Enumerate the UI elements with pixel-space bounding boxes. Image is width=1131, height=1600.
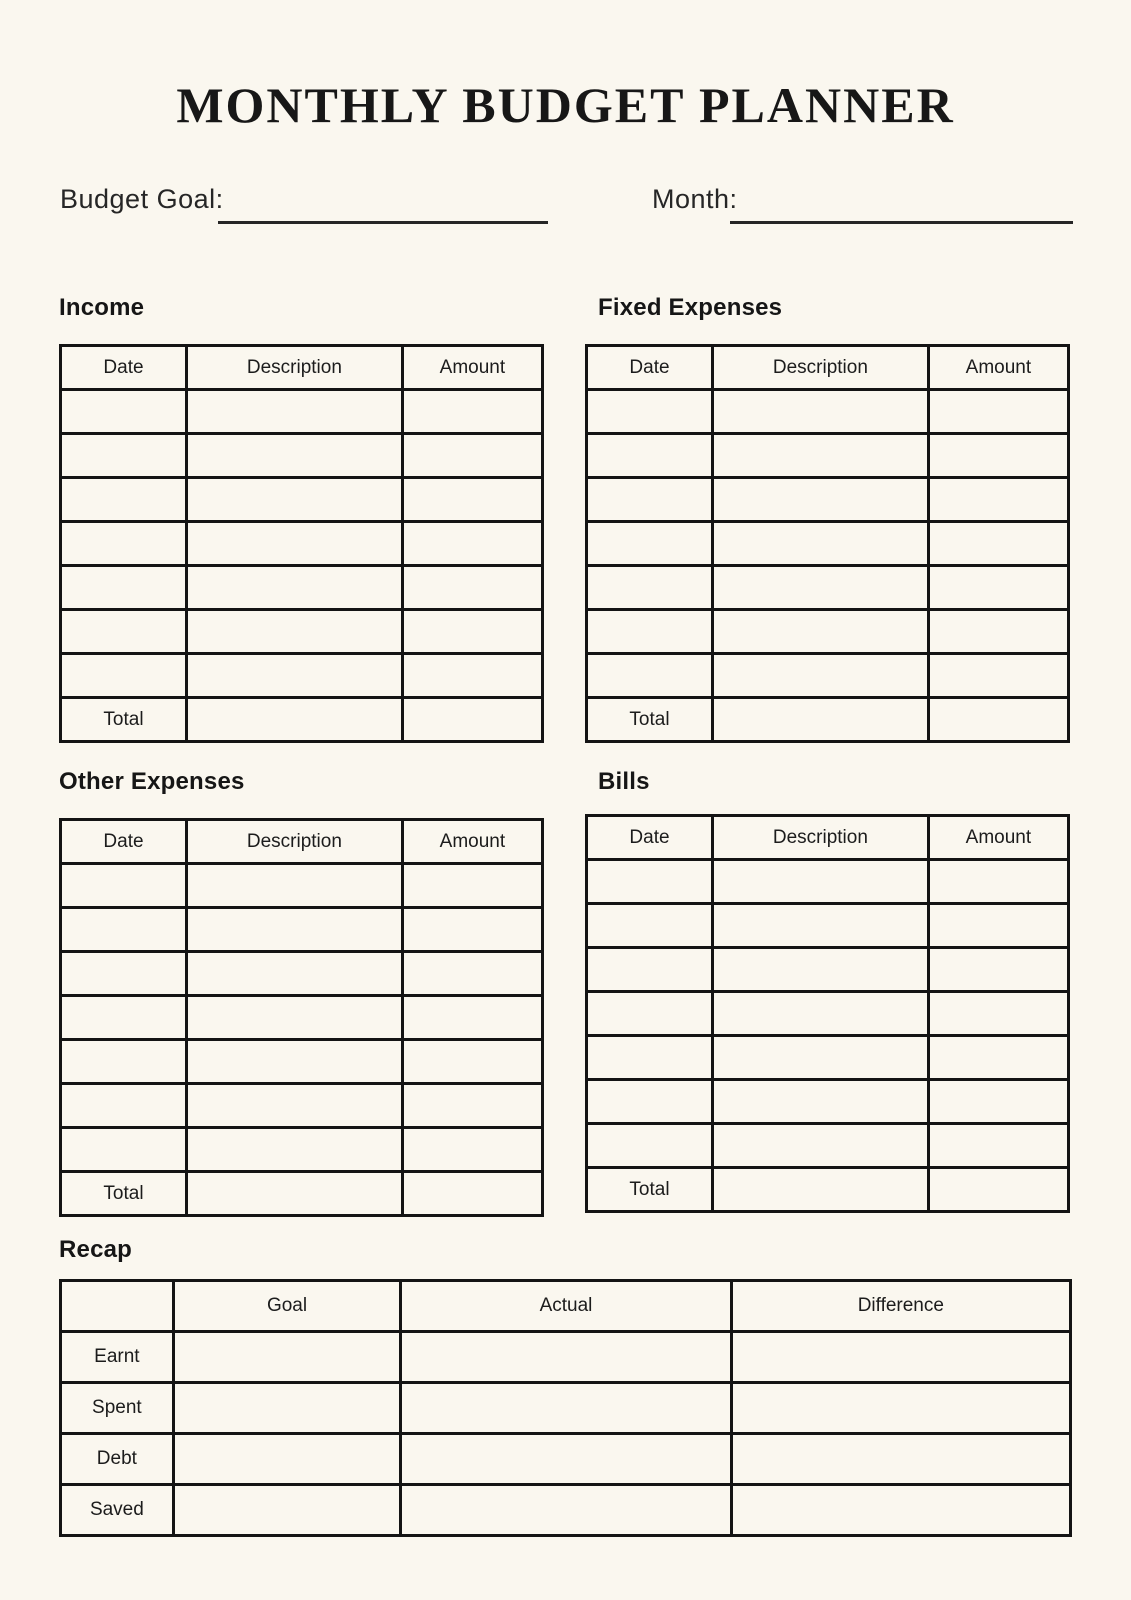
empty-cell[interactable] <box>587 1124 713 1168</box>
header-row <box>61 820 543 864</box>
empty-cell[interactable] <box>401 1485 731 1536</box>
column-header: Date <box>587 816 713 860</box>
empty-cell[interactable] <box>928 390 1068 434</box>
empty-cell[interactable] <box>186 1084 402 1128</box>
empty-cell[interactable] <box>186 522 402 566</box>
table-row <box>587 610 1069 654</box>
header-row <box>587 816 1069 860</box>
empty-cell[interactable] <box>928 434 1068 478</box>
month-label: Month: <box>652 184 738 214</box>
income-section <box>59 294 544 743</box>
empty-cell[interactable] <box>173 1332 401 1383</box>
column-header: Description <box>186 820 402 864</box>
column-header: Amount <box>402 820 542 864</box>
empty-cell[interactable] <box>402 996 542 1040</box>
empty-cell[interactable] <box>61 1084 187 1128</box>
empty-cell[interactable] <box>401 1332 731 1383</box>
empty-cell[interactable] <box>186 566 402 610</box>
table-row <box>587 654 1069 698</box>
empty-cell[interactable] <box>587 610 713 654</box>
table-row <box>61 1040 543 1084</box>
empty-cell[interactable] <box>712 1124 928 1168</box>
empty-cell[interactable] <box>402 952 542 996</box>
table-row <box>61 996 543 1040</box>
empty-cell[interactable] <box>402 434 542 478</box>
recap-row-spent <box>61 1383 1071 1434</box>
empty-cell[interactable] <box>186 654 402 698</box>
column-header: Amount <box>402 346 542 390</box>
table-row <box>61 1128 543 1172</box>
empty-cell[interactable] <box>186 952 402 996</box>
income-heading: Income <box>59 294 145 321</box>
income-table <box>59 344 544 743</box>
empty-cell[interactable] <box>401 1434 731 1485</box>
empty-cell[interactable] <box>402 610 542 654</box>
column-header: Amount <box>928 346 1068 390</box>
table-row <box>587 522 1069 566</box>
empty-cell[interactable] <box>712 390 928 434</box>
empty-cell[interactable] <box>712 1080 928 1124</box>
empty-cell[interactable] <box>928 610 1068 654</box>
header-row <box>61 346 543 390</box>
empty-cell[interactable] <box>61 864 187 908</box>
table-row <box>587 390 1069 434</box>
empty-cell[interactable] <box>173 1434 401 1485</box>
column-header: Date <box>61 820 187 864</box>
empty-cell[interactable] <box>402 566 542 610</box>
empty-cell[interactable] <box>402 1128 542 1172</box>
recap-row-debt <box>61 1434 1071 1485</box>
table-row <box>61 478 543 522</box>
empty-cell[interactable] <box>402 1084 542 1128</box>
table-row <box>61 864 543 908</box>
empty-cell[interactable] <box>186 1128 402 1172</box>
column-header: Difference <box>731 1281 1070 1332</box>
empty-cell[interactable] <box>712 434 928 478</box>
budget-goal-label: Budget Goal: <box>60 184 224 214</box>
empty-cell[interactable] <box>928 1124 1068 1168</box>
table-row <box>587 1080 1069 1124</box>
empty-cell[interactable] <box>712 860 928 904</box>
empty-cell[interactable] <box>402 1040 542 1084</box>
table-row <box>61 390 543 434</box>
total-label: Total <box>587 1168 713 1212</box>
empty-cell[interactable] <box>61 1040 187 1084</box>
row-label: Earnt <box>61 1332 174 1383</box>
table-row <box>587 904 1069 948</box>
column-header: Description <box>712 816 928 860</box>
empty-cell[interactable] <box>587 478 713 522</box>
empty-cell[interactable] <box>928 860 1068 904</box>
other-expenses-section <box>59 768 544 1217</box>
fixed-expenses-section <box>585 294 1070 743</box>
empty-cell[interactable] <box>587 390 713 434</box>
empty-cell[interactable] <box>587 522 713 566</box>
empty-cell[interactable] <box>712 478 928 522</box>
table-row <box>61 1084 543 1128</box>
table-row <box>61 908 543 952</box>
budget-goal-line[interactable] <box>218 221 548 224</box>
table-row <box>61 610 543 654</box>
empty-cell[interactable] <box>186 698 402 742</box>
recap-table <box>59 1279 1072 1537</box>
empty-cell[interactable] <box>402 654 542 698</box>
empty-cell[interactable] <box>61 996 187 1040</box>
empty-cell[interactable] <box>587 904 713 948</box>
empty-cell[interactable] <box>731 1485 1070 1536</box>
empty-cell[interactable] <box>186 610 402 654</box>
other-expenses-heading: Other Expenses <box>59 768 245 795</box>
column-header: Date <box>61 346 187 390</box>
empty-cell[interactable] <box>587 860 713 904</box>
empty-cell[interactable] <box>928 904 1068 948</box>
table-row <box>587 860 1069 904</box>
fixed-expenses-heading: Fixed Expenses <box>598 294 783 321</box>
empty-cell[interactable] <box>928 1036 1068 1080</box>
empty-cell[interactable] <box>61 566 187 610</box>
empty-cell[interactable] <box>186 996 402 1040</box>
empty-cell[interactable] <box>401 1383 731 1434</box>
empty-cell[interactable] <box>61 1128 187 1172</box>
empty-cell[interactable] <box>61 908 187 952</box>
empty-cell[interactable] <box>61 390 187 434</box>
empty-cell[interactable] <box>61 478 187 522</box>
bills-section <box>585 768 1070 1213</box>
column-header: Description <box>712 346 928 390</box>
empty-cell[interactable] <box>186 1040 402 1084</box>
other-expenses-table <box>59 818 544 1217</box>
empty-cell[interactable] <box>587 992 713 1036</box>
recap-row-earnt <box>61 1332 1071 1383</box>
total-label: Total <box>587 698 713 742</box>
total-row <box>587 1168 1069 1212</box>
bills-heading: Bills <box>598 768 650 795</box>
empty-cell[interactable] <box>712 522 928 566</box>
row-label: Debt <box>61 1434 174 1485</box>
empty-cell[interactable] <box>402 522 542 566</box>
total-row <box>61 1172 543 1216</box>
empty-cell[interactable] <box>712 610 928 654</box>
empty-cell[interactable] <box>928 654 1068 698</box>
table-row <box>587 1036 1069 1080</box>
empty-cell[interactable] <box>61 654 187 698</box>
empty-cell[interactable] <box>928 948 1068 992</box>
row-label: Spent <box>61 1383 174 1434</box>
recap-corner-cell <box>61 1281 174 1332</box>
empty-cell[interactable] <box>402 908 542 952</box>
month-line[interactable] <box>730 221 1073 224</box>
empty-cell[interactable] <box>186 1172 402 1216</box>
empty-cell[interactable] <box>402 478 542 522</box>
empty-cell[interactable] <box>587 1036 713 1080</box>
empty-cell[interactable] <box>402 864 542 908</box>
empty-cell[interactable] <box>731 1434 1070 1485</box>
empty-cell[interactable] <box>186 908 402 952</box>
empty-cell[interactable] <box>402 390 542 434</box>
empty-cell[interactable] <box>186 478 402 522</box>
page-title: MONTHLY BUDGET PLANNER <box>176 77 955 133</box>
empty-cell[interactable] <box>587 1080 713 1124</box>
recap-heading: Recap <box>59 1236 133 1263</box>
empty-cell[interactable] <box>731 1332 1070 1383</box>
fixed-expenses-table <box>585 344 1070 743</box>
empty-cell[interactable] <box>61 522 187 566</box>
column-header: Goal <box>173 1281 401 1332</box>
empty-cell[interactable] <box>587 434 713 478</box>
empty-cell[interactable] <box>928 566 1068 610</box>
column-header: Actual <box>401 1281 731 1332</box>
table-row <box>587 948 1069 992</box>
empty-cell[interactable] <box>928 1080 1068 1124</box>
empty-cell[interactable] <box>712 904 928 948</box>
empty-cell[interactable] <box>928 992 1068 1036</box>
recap-header-row <box>61 1281 1071 1332</box>
table-row <box>587 992 1069 1036</box>
column-header: Amount <box>928 816 1068 860</box>
empty-cell[interactable] <box>173 1485 401 1536</box>
total-row <box>587 698 1069 742</box>
bills-table <box>585 814 1070 1213</box>
empty-cell[interactable] <box>402 698 542 742</box>
total-row <box>61 698 543 742</box>
empty-cell[interactable] <box>587 654 713 698</box>
table-row <box>61 952 543 996</box>
total-label: Total <box>61 1172 187 1216</box>
table-row <box>587 478 1069 522</box>
table-row <box>587 1124 1069 1168</box>
empty-cell[interactable] <box>928 522 1068 566</box>
empty-cell[interactable] <box>928 1168 1068 1212</box>
empty-cell[interactable] <box>712 948 928 992</box>
empty-cell[interactable] <box>587 948 713 992</box>
empty-cell[interactable] <box>712 654 928 698</box>
column-header: Date <box>587 346 713 390</box>
empty-cell[interactable] <box>61 434 187 478</box>
empty-cell[interactable] <box>731 1383 1070 1434</box>
recap-section <box>59 1236 1072 1537</box>
empty-cell[interactable] <box>173 1383 401 1434</box>
empty-cell[interactable] <box>61 952 187 996</box>
table-row <box>587 566 1069 610</box>
column-header: Description <box>186 346 402 390</box>
empty-cell[interactable] <box>712 1168 928 1212</box>
empty-cell[interactable] <box>712 566 928 610</box>
empty-cell[interactable] <box>186 864 402 908</box>
table-row <box>61 566 543 610</box>
total-label: Total <box>61 698 187 742</box>
table-row <box>61 654 543 698</box>
table-row <box>61 434 543 478</box>
empty-cell[interactable] <box>712 992 928 1036</box>
empty-cell[interactable] <box>928 478 1068 522</box>
empty-cell[interactable] <box>928 698 1068 742</box>
header-row <box>587 346 1069 390</box>
empty-cell[interactable] <box>712 698 928 742</box>
recap-row-saved <box>61 1485 1071 1536</box>
empty-cell[interactable] <box>402 1172 542 1216</box>
empty-cell[interactable] <box>186 434 402 478</box>
table-row <box>61 522 543 566</box>
empty-cell[interactable] <box>61 610 187 654</box>
row-label: Saved <box>61 1485 174 1536</box>
empty-cell[interactable] <box>186 390 402 434</box>
table-row <box>587 434 1069 478</box>
empty-cell[interactable] <box>712 1036 928 1080</box>
empty-cell[interactable] <box>587 566 713 610</box>
